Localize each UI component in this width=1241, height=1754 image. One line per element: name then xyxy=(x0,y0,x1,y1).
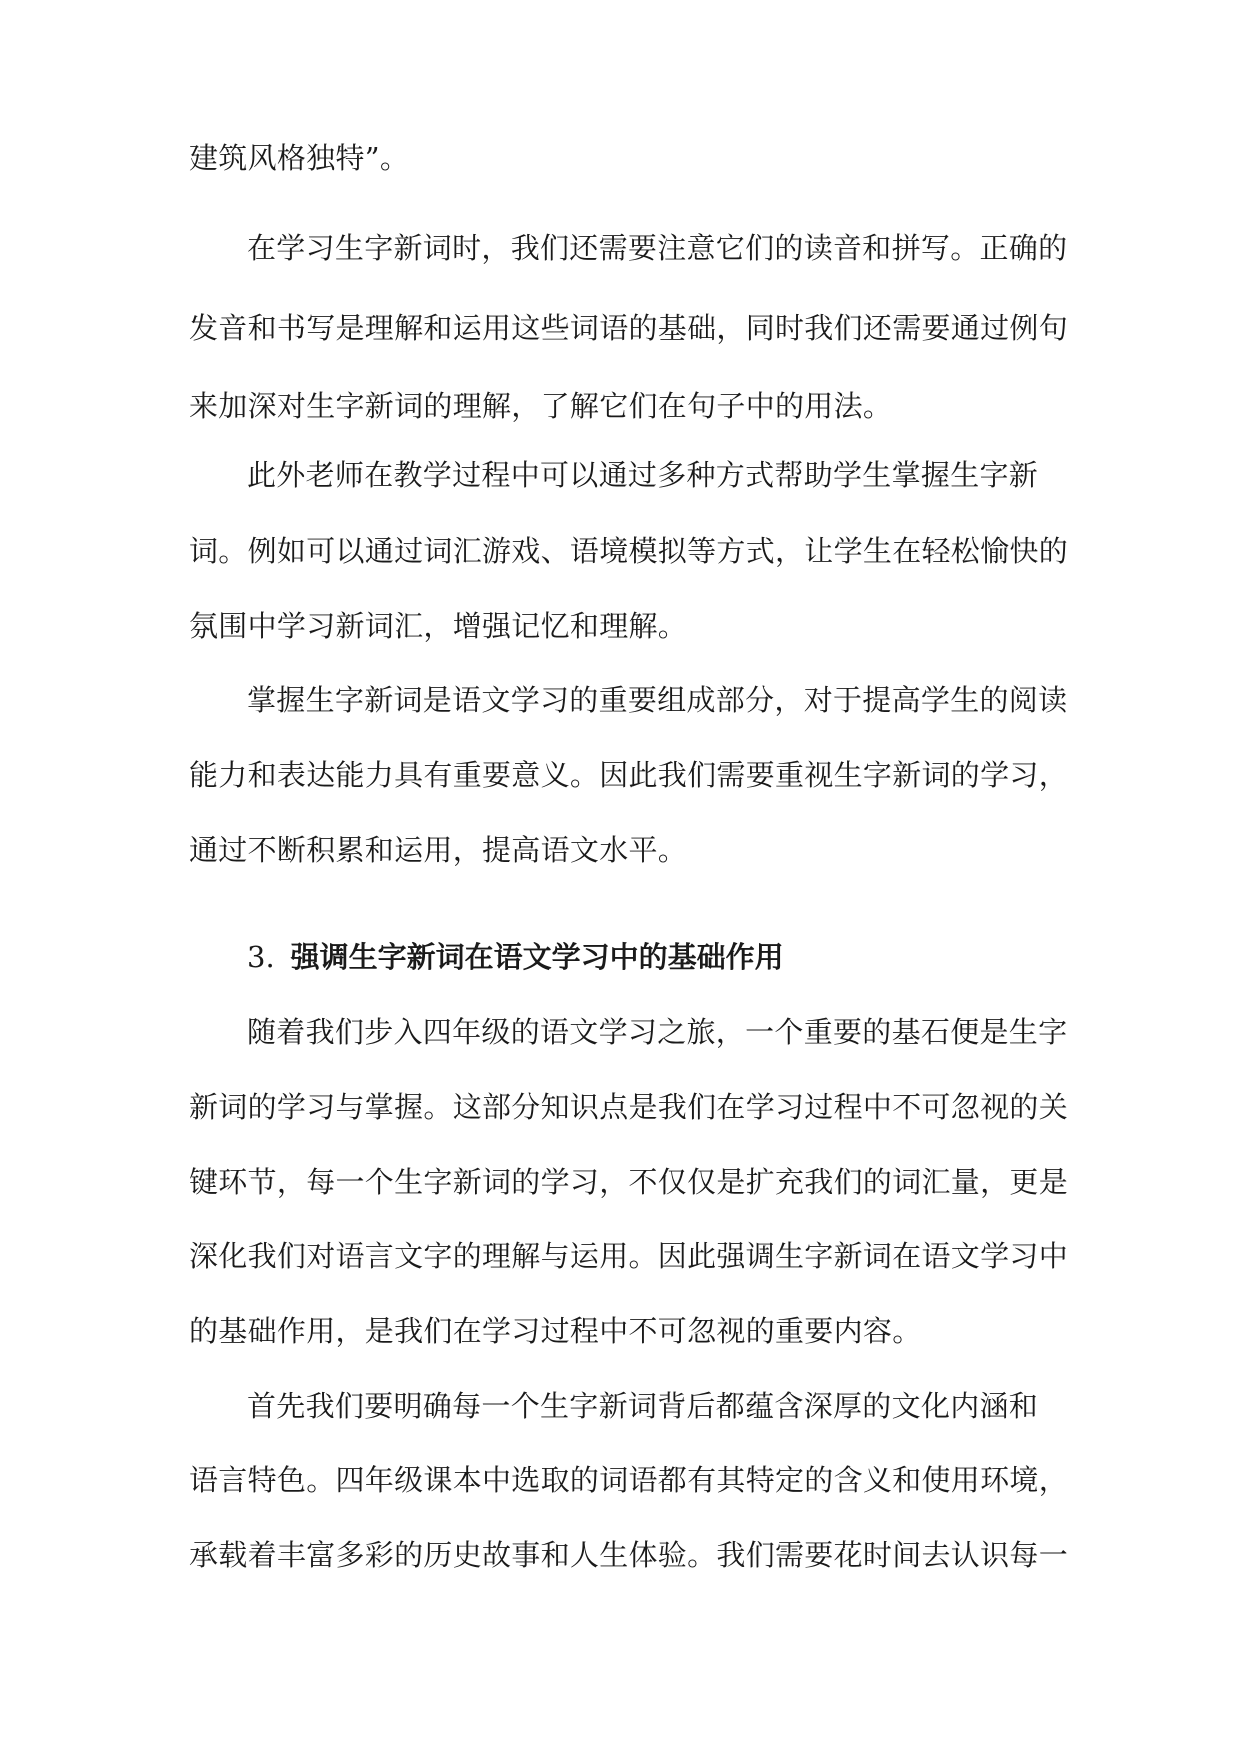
paragraph-4-line-1: 掌握生字新词是语文学习的重要组成部分，对于提高学生的阅读 xyxy=(247,683,1068,717)
paragraph-2-line-3: 来加深对生字新词的理解，了解它们在句子中的用法。 xyxy=(189,389,893,423)
section-paragraph-2-line-3: 承载着丰富多彩的历史故事和人生体验。我们需要花时间去认识每一 xyxy=(189,1538,1069,1572)
section-heading xyxy=(247,937,784,977)
section-paragraph-1-line-2: 新词的学习与掌握。这部分知识点是我们在学习过程中不可忽视的关 xyxy=(189,1090,1069,1124)
section-title: 强调生字新词在语文学习中的基础作用 xyxy=(290,940,784,974)
paragraph-1-line-1: 建筑风格独特”。 xyxy=(189,141,410,175)
section-paragraph-1-line-4: 深化我们对语言文字的理解与运用。因此强调生字新词在语文学习中 xyxy=(189,1239,1069,1273)
paragraph-4-line-3: 通过不断积累和运用，提高语文水平。 xyxy=(189,833,688,867)
paragraph-4-line-2: 能力和表达能力具有重要意义。因此我们需要重视生字新词的学习， xyxy=(189,758,1069,792)
section-paragraph-1-line-5: 的基础作用，是我们在学习过程中不可忽视的重要内容。 xyxy=(189,1314,922,1348)
paragraph-3-line-1: 此外老师在教学过程中可以通过多种方式帮助学生掌握生字新 xyxy=(247,458,1039,492)
paragraph-3-line-3: 氛围中学习新词汇，增强记忆和理解。 xyxy=(189,609,688,643)
paragraph-2-line-2: 发音和书写是理解和运用这些词语的基础，同时我们还需要通过例句 xyxy=(189,311,1069,345)
section-paragraph-2-line-1: 首先我们要明确每一个生字新词背后都蕴含深厚的文化内涵和 xyxy=(247,1389,1039,1423)
section-paragraph-1-line-3: 键环节，每一个生字新词的学习，不仅仅是扩充我们的词汇量，更是 xyxy=(189,1165,1069,1199)
section-number: 3. xyxy=(247,940,275,974)
paragraph-3-line-2: 词。例如可以通过词汇游戏、语境模拟等方式，让学生在轻松愉快的 xyxy=(189,534,1069,568)
section-paragraph-1-line-1: 随着我们步入四年级的语文学习之旅，一个重要的基石便是生字 xyxy=(247,1015,1068,1049)
section-paragraph-2-line-2: 语言特色。四年级课本中选取的词语都有其特定的含义和使用环境， xyxy=(189,1463,1069,1497)
paragraph-2-line-1: 在学习生字新词时，我们还需要注意它们的读音和拼写。正确的 xyxy=(247,231,1068,265)
